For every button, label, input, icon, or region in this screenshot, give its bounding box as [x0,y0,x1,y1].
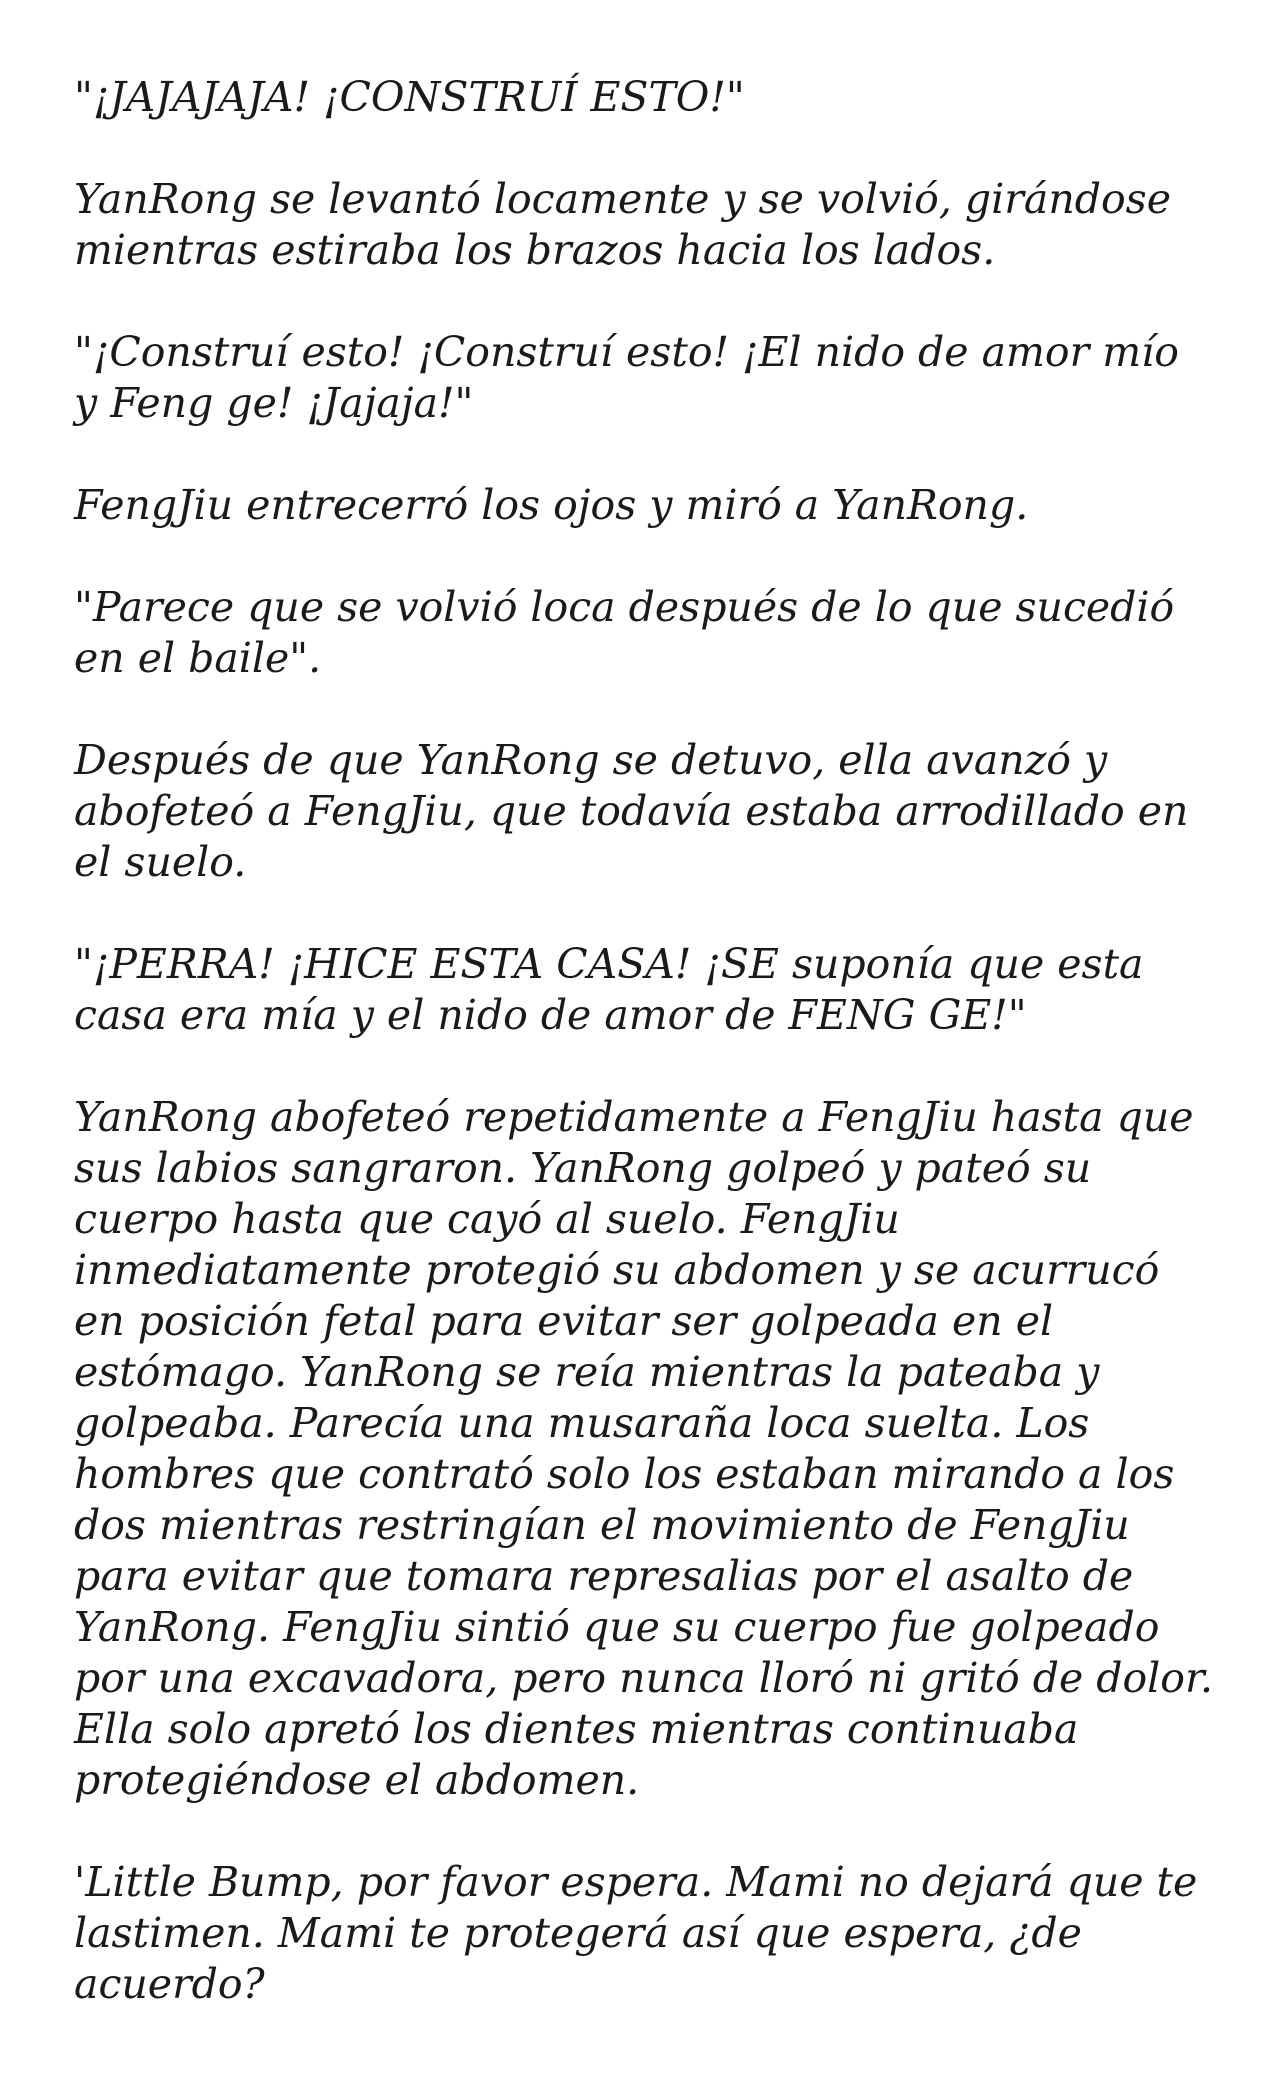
paragraph-4: FengJiu entrecerró los ojos y miró a YanRong. [74,481,1029,529]
paragraph-9: 'Little Bump, por favor espera. Mami no dejará que te lastimen. Mami te protegerá así que espera, ¿de acuerdo? [74,1858,1198,2008]
paragraph-3: "¡Construí esto! ¡Construí esto! ¡El nido de amor mío y Feng ge! ¡Jajaja!" [74,328,1179,427]
paragraph-1: "¡JAJAJAJA! ¡CONSTRUÍ ESTO!" [74,73,745,121]
paragraph-6: Después de que YanRong se detuvo, ella avanzó y abofeteó a FengJiu, que todavía estaba arrodillado en el suelo. [74,736,1189,886]
paragraph-5: "Parece que se volvió loca después de lo que sucedió en el baile". [74,583,1175,682]
paragraph-8: YanRong abofeteó repetidamente a FengJiu hasta que sus labios sangraron. YanRong golpeó y pateó su cuerpo hasta que cayó al suelo. FengJiu inmediatamente protegió su abdomen y se acurrucó en posición fetal para evitar ser golpeada en el estómago. YanRong se reía mientras la pateaba y golpeaba. Parecía una musaraña loca suelta. Los hombres que contrató solo los estaban mirando a los dos mientras restringían el movimiento de FengJiu para evitar que tomara represalias por el asalto de YanRong. FengJiu sintió que su cuerpo fue golpeado por una excavadora, pero nunca lloró ni gritó de dolor. Ella solo apretó los dientes mientras continuaba protegiéndose el abdomen. [74,1093,1214,1804]
paragraph-2: YanRong se levantó locamente y se volvió, girándose mientras estiraba los brazos hacia los lados. [74,175,1171,274]
document-body [74,72,1214,2010]
paragraph-7: "¡PERRA! ¡HICE ESTA CASA! ¡SE suponía que esta casa era mía y el nido de amor de FENG GE!" [74,940,1144,1039]
